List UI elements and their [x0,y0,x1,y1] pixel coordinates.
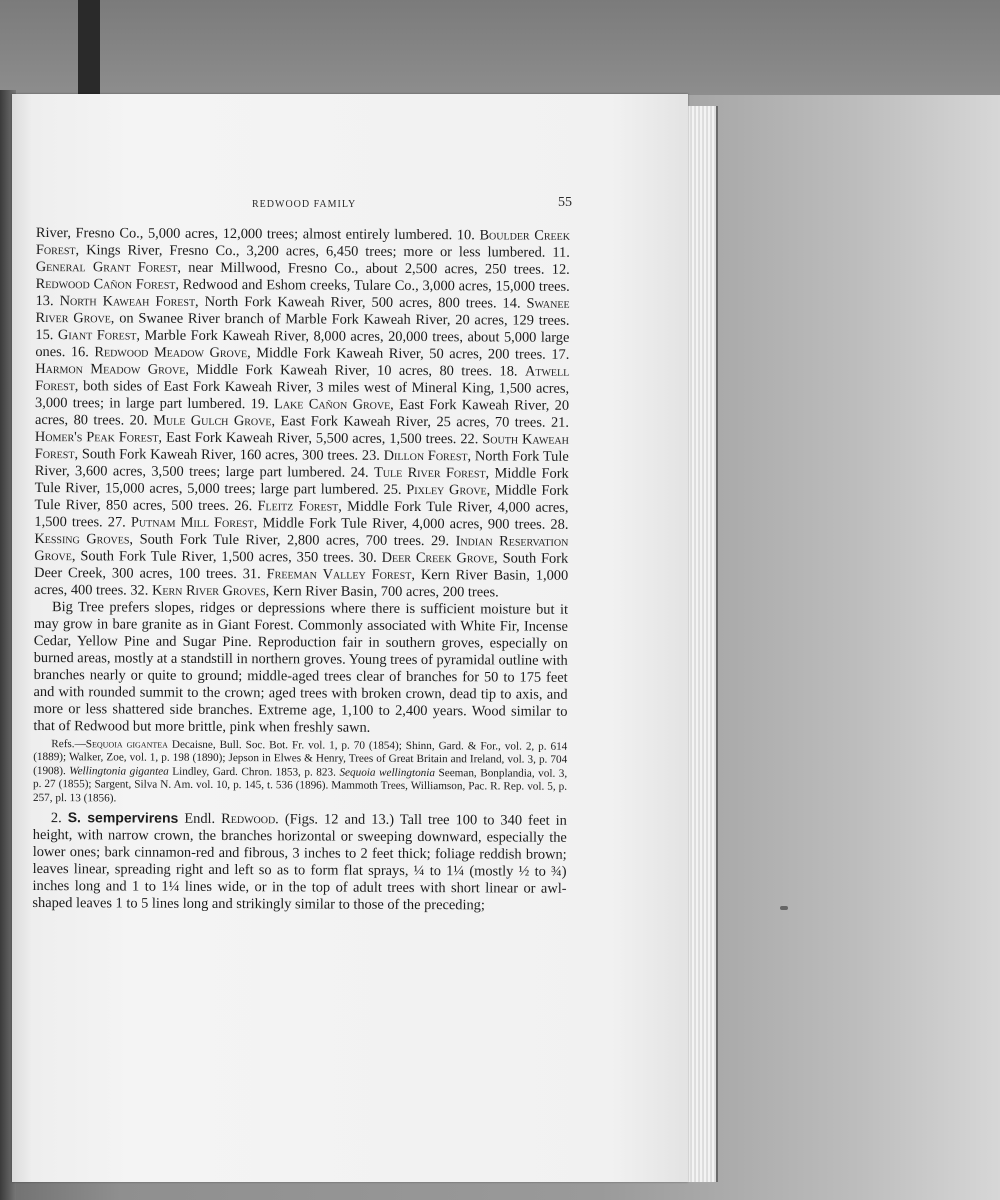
refs-text: Seeman, Bonplandia, vol. 3, p. 27 (1855); Sargent, Silva N. Am. vol. 10, p. 145, t. 536 (1896). Mammoth Trees, Williamson, Pac. R. Rep. vol. 5, p. 257, pl. 13 (1856). [32,766,568,805]
grove-text: Middle Fork Tule River, 4,000 acres, 1,500 trees. 27. [34,498,569,531]
grove-name: Redwood Meadow Grove, [94,344,251,362]
grove-text: South Fork Tule River, 1,500 acres, 350 trees. 30. [80,548,377,566]
page-body [32,225,570,915]
grove-name: Giant Forest, [57,327,141,344]
grove-name: Putnam Mill Forest, [130,514,258,532]
refs-taxon: Sequoia gigantea [85,738,168,751]
grove-name: Freeman Valley Forest, [266,566,415,583]
grove-name: South Kaweah Forest, [34,431,569,463]
grove-name: Homer's Peak Forest, [34,428,163,446]
species-common-name: Redwood. [221,811,279,828]
grove-text: Middle Fork Kaweah River, 50 acres, 200 trees. 17. [256,345,570,363]
species-name: S. sempervirens [67,809,179,826]
references [33,738,567,808]
grove-text: Middle Fork Tule River, 850 acres, 500 trees. 26. [34,482,569,515]
grove-list [34,225,570,602]
grove-text: South Fork Deer Creek, 300 acres, 100 trees. 31. [34,550,569,583]
grove-name: General Grant Forest, [35,258,182,276]
grove-text: South Fork Kaweah River, 160 acres, 300 trees. 23. [81,446,380,464]
grove-name: Kern River Groves, [151,582,270,600]
grove-text: East Fork Kaweah River, 20 acres, 80 trees. 20. [34,396,570,429]
grove-text: Kern River Basin, 700 acres, 200 trees. [272,583,499,601]
refs-text: Decaisne, Bull. Soc. Bot. Fr. vol. 1, p. 70 (1854); Shinn, Gard. & For., vol. 2, p. 614 (1889); Walker, Zoe, vol. 1, p. 198 (1890); Jepson in Elwes & Henry, Trees of Great Britain and Ireland, vol. 3, p. 704 (1908). [33,738,568,777]
grove-name: Mule Gulch Grove, [153,412,276,430]
grove-name: Atwell Forest, [35,363,570,395]
species-description: (Figs. 12 and 13.) Tall tree 100 to 340 feet in height, with narrow crown, the branches horizontal or sweeping downward, especially the lower ones; bark cinnamon-red and fibrous, 3 inches to 2 feet thick; foliage reddish brown; leaves linear, spreading right and left so as to form flat sprays, ¼ to 1¼ (mostly ½ to ¾) inches long and 1 to 1¼ lines wide, or in the top of adult trees with short linear or awl-shaped leaves 1 to 5 lines long and strikingly similar to those of the preceding; [32,811,567,914]
refs-label: Refs.— [51,738,86,751]
grove-name: Dillon Forest, [383,447,472,465]
grove-text: Middle Fork Tule River, 4,000 acres, 900 trees. 28. [262,515,569,533]
grove-text: Redwood and Eshom creeks, Tulare Co., 3,000 acres, 15,000 trees. 13. [35,276,570,310]
grove-text: Marble Fork Kaweah River, 8,000 acres, 20,000 trees, about 5,000 large ones. 16. [35,327,570,361]
grove-name: Swanee River Grove, [35,295,570,327]
species-entry [32,809,567,915]
grove-text: River, Fresno Co., 5,000 acres, 12,000 trees; almost entirely lumbered. 10. [35,225,475,244]
grove-name: North Kaweah Forest, [59,293,199,310]
grove-name: Pixley Grove, [406,481,491,499]
species-author: Endl. [184,810,216,827]
scan-speck [780,906,788,910]
grove-name: Indian Reservation Grove, [34,533,569,565]
refs-text: Lindley, Gard. Chron. 1853, p. 823. [172,765,336,779]
grove-text: Kern River Basin, 1,000 acres, 400 trees. 32. [34,567,569,599]
refs-synonym: Wellingtonia gigantea [69,764,169,778]
running-head-title: REDWOOD FAMILY [252,199,357,210]
grove-text: North Fork Tule River, 3,600 acres, 3,500 trees; large part lumbered. 24. [34,448,569,481]
grove-text: on Swanee River branch of Marble Fork Kaweah River, 20 acres, 129 trees. 15. [35,310,570,344]
grove-text: Kings River, Fresno Co., 3,200 acres, 6,450 trees; more or less lumbered. 11. [86,242,570,261]
grove-text: near Millwood, Fresno Co., about 2,500 acres, 250 trees. 12. [188,259,570,278]
grove-text: East Fork Kaweah River, 5,500 acres, 1,500 trees. 22. [165,429,479,448]
grove-text: both sides of East Fork Kaweah River, 3 miles west of Mineral King, 1,500 acres, 3,000 trees; in large part lumbered. 19. [35,378,570,413]
book-spine [78,0,100,96]
grove-name: Deer Creek Grove, [381,549,498,567]
refs-synonym: Sequoia wellingtonia [339,766,436,779]
grove-name: Harmon Meadow Grove, [35,360,190,378]
page-number: 55 [558,195,572,210]
grove-name: Kessing Groves, [34,530,134,548]
grove-name: Tule River Forest, [373,464,490,482]
grove-name: Boulder Creek Forest, [35,227,570,259]
grove-name: Redwood Cañon Forest, [35,275,180,293]
grove-name: Lake Cañon Grove, [274,396,394,413]
grove-name: Fleitz Forest, [257,498,342,515]
grove-text: Middle Fork Kaweah River, 10 acres, 80 trees. 18. [196,361,518,380]
species-number: 2. [50,810,62,827]
grove-text: East Fork Kaweah River, 25 acres, 70 trees. 21. [280,413,570,431]
grove-text: South Fork Tule River, 2,800 acres, 700 trees. 29. [139,531,450,550]
grove-text: North Fork Kaweah River, 500 acres, 800 trees. 14. [204,293,521,312]
scan-top-shadow [0,0,1000,95]
grove-text: Middle Fork Tule River, 15,000 acres, 5,000 trees; large part lumbered. 25. [34,465,569,498]
habitat-paragraph: Big Tree prefers slopes, ridges or depressions where there is sufficient moisture but it may grow in bare granite as in Giant Forest. Commonly associated with White Fir, Incense Cedar, Yellow Pine and Sugar Pine. Reproduction fair in southern groves, especially on burned areas, mostly at a standstill in northern groves. Young trees of pyramidal outline with branches nearly or quite to ground; middle-aged trees clear of branches for 50 to 175 feet and with rounded summit to the crown; aged trees with broken crown, dead tip to axis, and more or less shattered side branches. Extreme age, 1,100 to 2,400 years. Wood similar to that of Redwood but more brittle, pink when freshly sawn. [33,599,569,736]
